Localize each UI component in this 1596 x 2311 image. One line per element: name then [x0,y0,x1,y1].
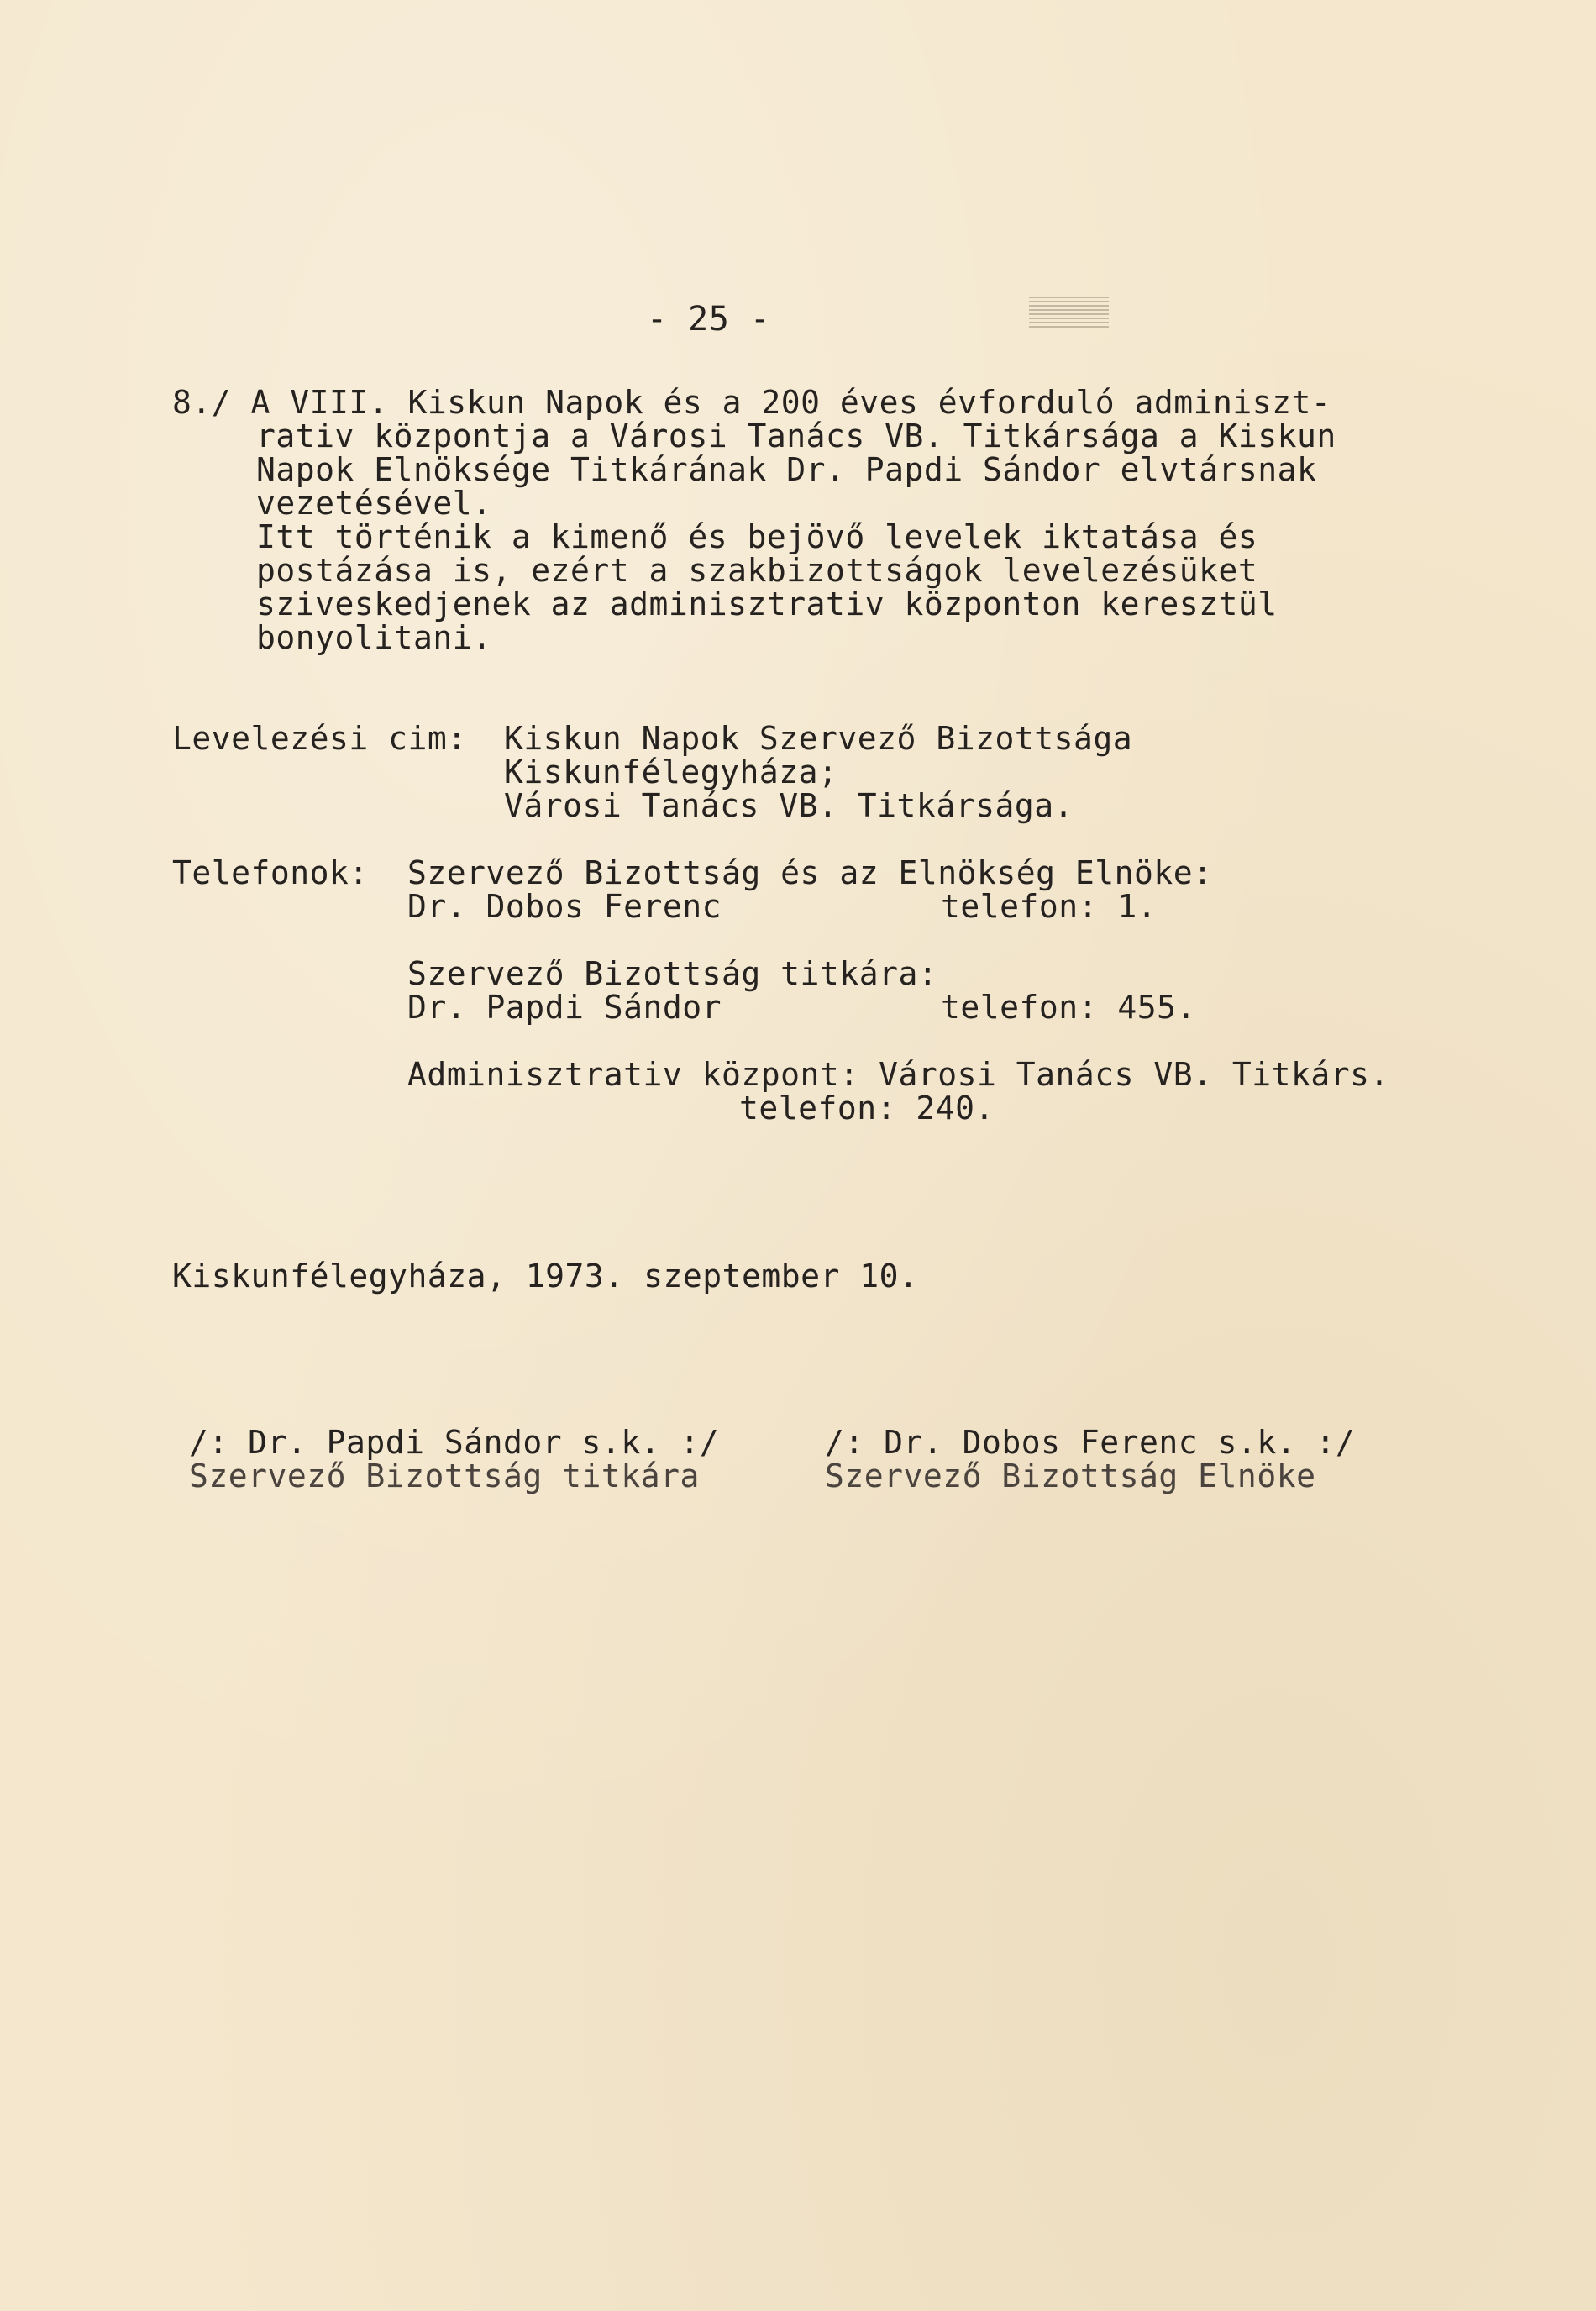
place-date: Kiskunfélegyháza, 1973. szeptember 10. [172,1258,919,1295]
address-line-3: Városi Tanács VB. Titkársága. [504,787,1074,824]
admin-center-line: Adminisztrativ központ: Városi Tanács VB. Titkárs. [407,1056,1389,1093]
signature-right-name: /: Dr. Dobos Ferenc s.k. :/ [825,1424,1356,1461]
paragraph-line-7: sziveskedjenek az adminisztrativ központon keresztül [256,586,1278,622]
paragraph-line-6: postázása is, ezért a szakbizottságok levelezésüket [256,552,1258,589]
paragraph-line-8: bonyolitani. [256,619,492,656]
paragraph-line-1: 8./ A VIII. Kiskun Napok és a 200 éves évforduló adminiszt- [172,384,1331,421]
address-label: Levelezési cim: [172,720,467,757]
admin-center-phone: telefon: 240. [739,1090,995,1127]
phone-entry-1-title: Szervező Bizottság és az Elnökség Elnöke: [407,854,1213,891]
paragraph-line-4: vezetésével. [256,485,492,522]
phone-entry-2-name: Dr. Papdi Sándor [407,989,722,1026]
paragraph-line-2: rativ központja a Városi Tanács VB. Titkársága a Kiskun [256,418,1336,454]
signature-left-title: Szervező Bizottság titkára [189,1458,700,1494]
paragraph-line-3: Napok Elnöksége Titkárának Dr. Papdi Sándor elvtársnak [256,451,1317,488]
phone-entry-2-phone: telefon: 455. [941,989,1196,1026]
phone-entry-1-name: Dr. Dobos Ferenc [407,888,722,925]
address-line-2: Kiskunfélegyháza; [504,754,838,790]
page-number: - 25 - [647,300,771,339]
phone-entry-2-title: Szervező Bizottság titkára: [407,955,938,992]
stamp-mark [1029,296,1109,328]
phone-entry-1-phone: telefon: 1. [941,888,1158,925]
paragraph-line-5: Itt történik a kimenő és bejövő levelek iktatása és [256,518,1258,555]
signature-left-name: /: Dr. Papdi Sándor s.k. :/ [189,1424,720,1461]
address-line-1: Kiskun Napok Szervező Bizottsága [504,720,1133,757]
signature-right-title: Szervező Bizottság Elnöke [825,1458,1316,1494]
phones-label: Telefonok: [172,854,369,891]
